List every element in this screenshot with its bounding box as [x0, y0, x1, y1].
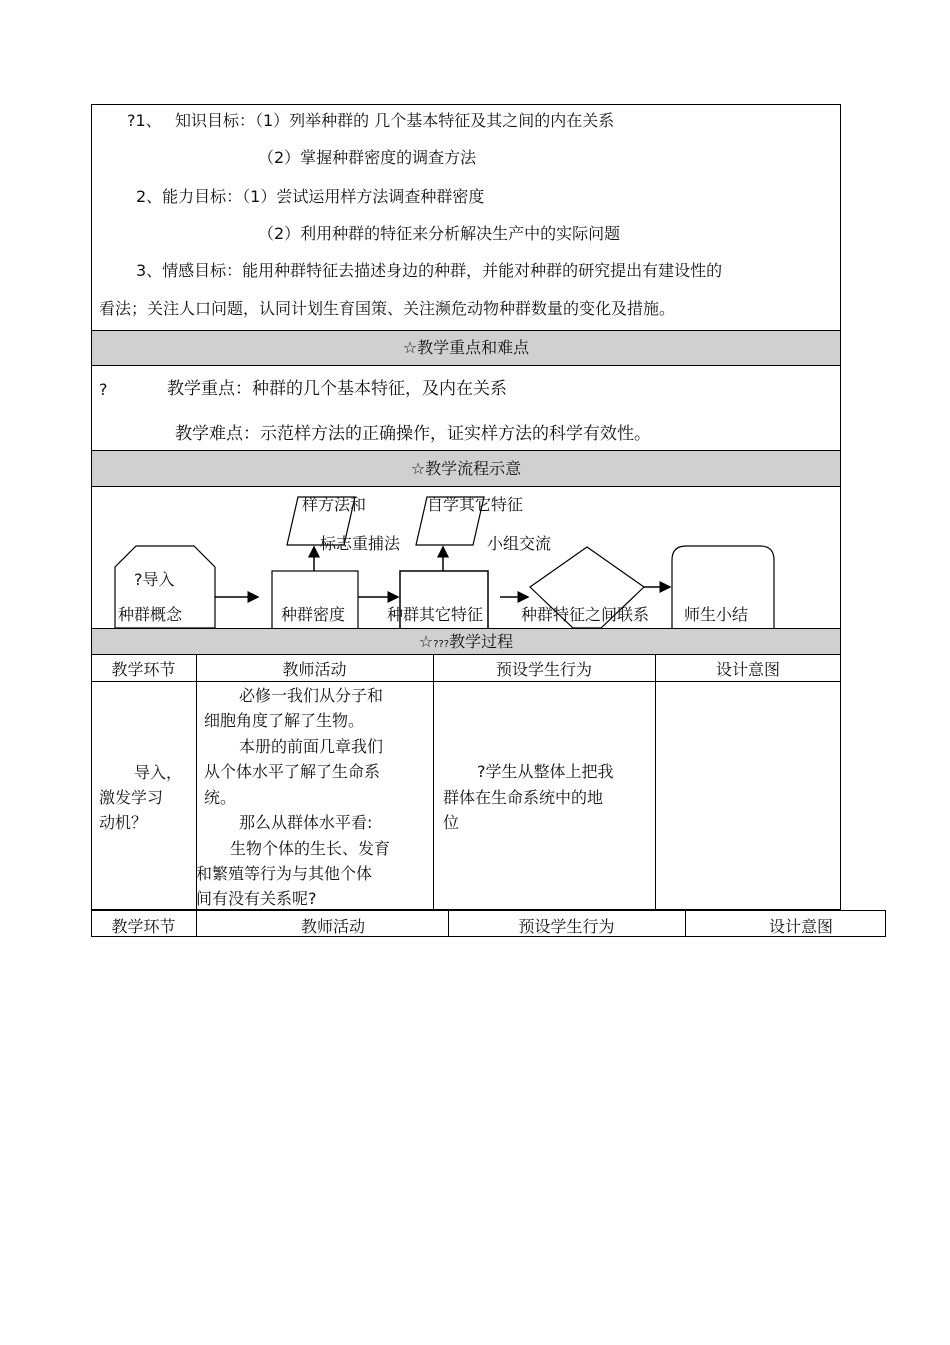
flow-label-other-traits: 种群其它特征 [387, 605, 484, 624]
col-header-stage: 教学环节 [111, 660, 176, 679]
teaching-difficulty: 教学难点：示范样方法的正确操作，证实样方法的科学有效性。 [175, 424, 651, 444]
objective-1-number: ?1、 [127, 111, 162, 130]
teacher-line-3: 本册的前面几章我们 [239, 737, 384, 756]
teacher-line-5: 统。 [204, 788, 237, 807]
teacher-line-2: 细胞角度了解了生物。 [204, 711, 365, 730]
teacher-line-6: 那么从群体水平看: [239, 813, 373, 832]
stage-line-3: 动机？ [99, 813, 148, 832]
process-header [91, 628, 841, 655]
student-line-2: 群体在生命系统中的地 [443, 788, 604, 807]
flow-diagram [0, 0, 950, 640]
teacher-line-9: 间有没有关系呢? [196, 889, 317, 908]
objective-knowledge-2: （2）掌握种群密度的调查方法 [258, 148, 477, 167]
objective-emotion: 3、情感目标：能用种群特征去描述身边的种群，并能对种群的研究提出有建设性的 [136, 261, 723, 280]
col-header-teacher-repeat: 教师活动 [301, 917, 366, 936]
process-table-header-divider [91, 681, 841, 682]
stage-line-2: 激发学习 [99, 788, 164, 807]
teacher-line-8: 和繁殖等行为与其他个体 [196, 864, 373, 883]
col-header-intent: 设计意图 [715, 660, 780, 679]
flow-label-intro-b: 种群概念 [118, 605, 183, 624]
col-header-intent-repeat: 设计意图 [768, 917, 833, 936]
key-points-mark: ? [99, 380, 108, 399]
student-line-3: 位 [443, 813, 460, 832]
col-header-student: 预设学生行为 [495, 660, 592, 679]
flow-label-density: 种群密度 [281, 605, 346, 624]
stage-line-1: 导入， [134, 763, 183, 782]
teacher-line-4: 从个体水平了解了生命系 [204, 762, 381, 781]
objective-emotion-2: 看法；关注人口问题，认同计划生育国策、关注濒危动物种群数量的变化及措施。 [99, 299, 676, 318]
col-header-stage-repeat: 教学环节 [111, 917, 176, 936]
col-header-student-repeat: 预设学生行为 [518, 917, 615, 936]
objective-knowledge: 知识目标：（1）列举种群的 几个基本特征及其之间的内在关系 [175, 111, 615, 130]
flow-label-self-study-a: 自学其它特征 [427, 495, 524, 514]
process-header-mark: ??? [433, 639, 450, 650]
flow-label-summary: 师生小结 [684, 605, 749, 624]
flow-label-relation: 种群特征之间联系 [521, 605, 650, 624]
student-line-1: ?学生从整体上把我 [477, 762, 614, 781]
teaching-focus: 教学重点：种群的几个基本特征，及内在关系 [167, 379, 507, 399]
process-header-text: 教学过程 [449, 632, 514, 651]
process-col-divider-2 [433, 654, 434, 910]
objective-ability: 2、能力目标：（1）尝试运用样方法调查种群密度 [136, 187, 485, 206]
key-points-header-text: ☆教学重点和难点 [402, 338, 530, 357]
process-header-star: ☆ [418, 632, 434, 651]
teacher-line-1: 必修一我们从分子和 [239, 686, 384, 705]
col-header-teacher: 教师活动 [282, 660, 347, 679]
flow-label-intro-a: ?导入 [134, 570, 175, 589]
flow-label-sample-b: 标志重捕法 [320, 534, 401, 553]
process-col-divider-3 [655, 654, 656, 910]
flow-header-text: ☆教学流程示意 [410, 459, 522, 478]
flow-label-self-study-b: 小组交流 [487, 534, 552, 553]
objective-ability-2: （2）利用种群的特征来分析解决生产中的实际问题 [258, 224, 621, 243]
flow-label-sample-a: 样方法和 [302, 495, 367, 514]
teacher-line-7: 生物个体的生长、发育 [230, 839, 391, 858]
